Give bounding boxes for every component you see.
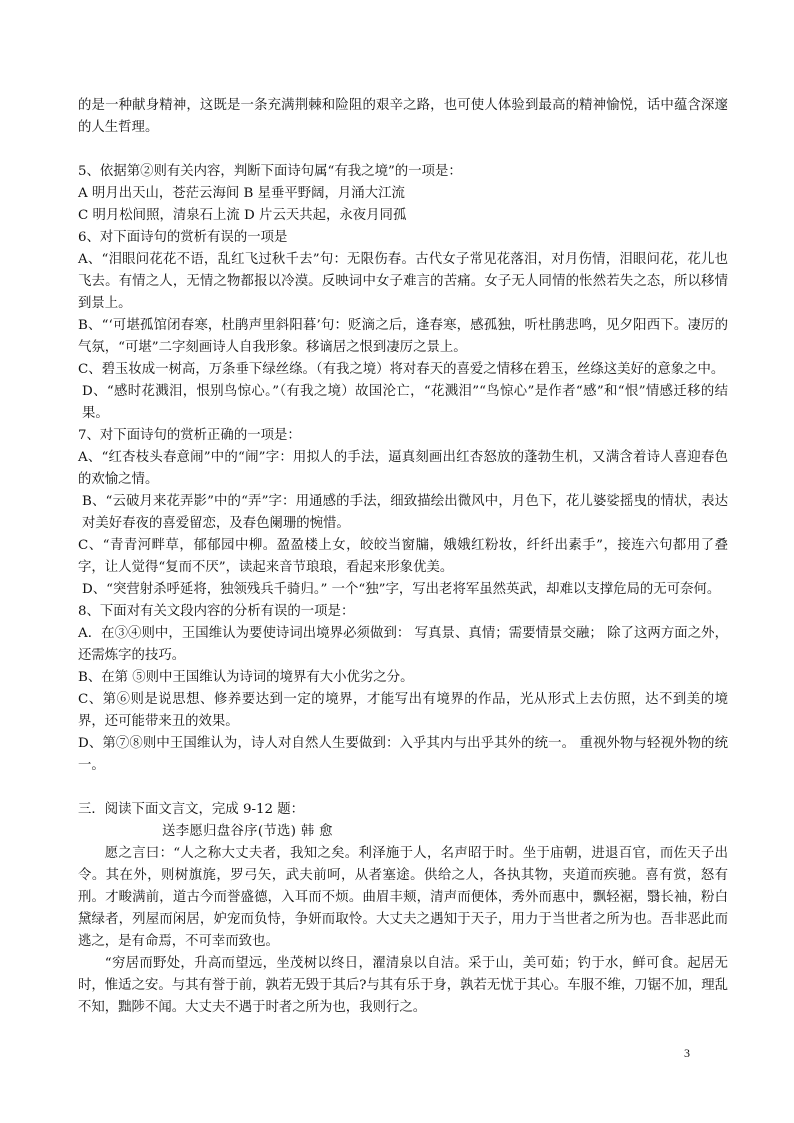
question-6-option-c: C、碧玉妆成一树高，万条垂下绿丝绦。（有我之境）将对春天的喜爱之情移在碧玉，丝绦这美好的意象之中。	[78, 362, 725, 377]
question-5: 5、依据第②则有关内容，判断下面诗句属“有我之境”的一项是：	[78, 164, 462, 179]
question-7-option-d: D、“突营射杀呼延将，独领残兵千骑归。” 一个“独”字，写出老将军虽然英武，却难以支撑危局的无可奈何。	[82, 582, 721, 597]
page-number: 3	[684, 1046, 690, 1060]
question-6: 6、对下面诗句的赏析有误的一项是	[78, 230, 288, 245]
question-8-option-d: D、第⑦⑧则中王国维认为，诗人对自然人生要做到：入乎其内与出乎其外的统一。 重视外物与轻视外物的统一。	[78, 736, 728, 773]
document-page	[78, 95, 728, 1019]
question-7-option-a: A、“红杏枝头春意闹”中的“闹”字：用拟人的手法，逼真刻画出红杏怒放的蓬勃生机，又满含着诗人喜迎春色的欢愉之情。	[78, 450, 728, 487]
question-7: 7、对下面诗句的赏析正确的一项是：	[78, 428, 301, 443]
question-8-option-c: C、第⑥则是说思想、修养要达到一定的境界，才能写出有境界的作品，光从形式上去仿照，达不到美的境界，还可能带来丑的效果。	[78, 692, 728, 729]
question-5-options-cd: C 明月松间照，清泉石上流 D 片云天共起，永夜月同孤	[78, 208, 407, 223]
question-6-option-d: D、“感时花溅泪，恨别鸟惊心。”（有我之境）故国沦亡，“花溅泪”“鸟惊心”是作者“感”和“恨”情感迁移的结果。	[82, 384, 728, 421]
question-6-option-a: A、“泪眼问花花不语，乱红飞过秋千去”句：无限伤春。古代女子常见花落泪，对月伤情，泪眼问花，花儿也飞去。有情之人，无情之物都报以冷漠。反映词中女子难言的苦痛。女子无人同情的怅然若失之态，所以移情到景上。	[78, 252, 728, 311]
question-5-options-ab: A 明月出天山，苍茫云海间 B 星垂平野阔，月涌大江流	[78, 186, 405, 201]
question-8: 8、下面对有关文段内容的分析有误的一项是：	[78, 604, 355, 619]
paragraph-continuation: 的是一种献身精神，这既是一条充满荆棘和险阻的艰辛之路，也可使人体验到最高的精神愉悦，话中蕴含深邃的人生哲理。	[78, 98, 728, 135]
passage-paragraph-2: “穷居而野处，升高而望远，坐茂树以终日，濯清泉以自洁。采于山，美可茹；钓于水，鲜可食。起居无时，惟适之安。与其有誉于前，孰若无毁于其后?与其有乐于身，孰若无忧于其心。车服不维，刀锯不加，理乱不知，黜陟不闻。大丈夫不遇于时者之所为也，我则行之。	[78, 956, 728, 1015]
question-7-option-b: B、“云破月来花弄影”中的“弄”字：用通感的手法，细致描绘出微风中，月色下，花儿婆娑摇曳的情状，表达对美好春夜的喜爱留恋，及春色阑珊的惋惜。	[82, 494, 728, 531]
question-6-option-b: B、“‘可堪孤馆闭春寒，杜鹃声里斜阳暮’句：贬滴之后，逢春寒，感孤独，听杜鹃悲鸣，见夕阳西下。凄厉的气氛，“可堪”二字刻画诗人自我形象。移谪居之恨到凄厉之景上。	[78, 318, 728, 355]
section-3-heading: 三．阅读下面文言文，完成 9-12 题：	[78, 802, 305, 817]
question-8-option-b: B、在第 ⑤则中王国维认为诗词的境界有大小优劣之分。	[78, 670, 414, 685]
blank-line	[78, 777, 728, 799]
blank-line	[78, 139, 728, 161]
question-7-option-c: C、“青青河畔草，郁郁园中柳。盈盈楼上女，皎皎当窗牖，娥娥红粉妆，纤纤出素手”，接连六句都用了叠字，让人觉得“复而不厌”，读起来音节琅琅，看起来形象优美。	[78, 538, 728, 575]
question-8-option-a: A．在③④则中，王国维认为要使诗词出境界必须做到： 写真景、真情；需要情景交融； 除了这两方面之外，还需炼字的技巧。	[78, 626, 728, 663]
passage-paragraph-1: 愿之言曰：“人之称大丈夫者，我知之矣。利泽施于人，名声昭于时。坐于庙朝，进退百官，而佐天子出令。其在外，则树旗旄，罗弓矢，武夫前呵，从者塞途。供给之人，各执其物，夹道而疾驰。喜有赏，怒有刑。才畯满前，道古今而誉盛德，入耳而不烦。曲眉丰颊，清声而便体，秀外而惠中，飘轻裾，翳长袖，粉白黛绿者，列屋而闲居，妒宠而负恃，争妍而取怜。大丈夫之遇知于天子，用力于当世者之所为也。吾非恶此而逃之，是有命焉，不可幸而致也。	[78, 846, 728, 949]
passage-title: 送李愿归盘谷序(节选) 韩 愈	[162, 824, 333, 839]
